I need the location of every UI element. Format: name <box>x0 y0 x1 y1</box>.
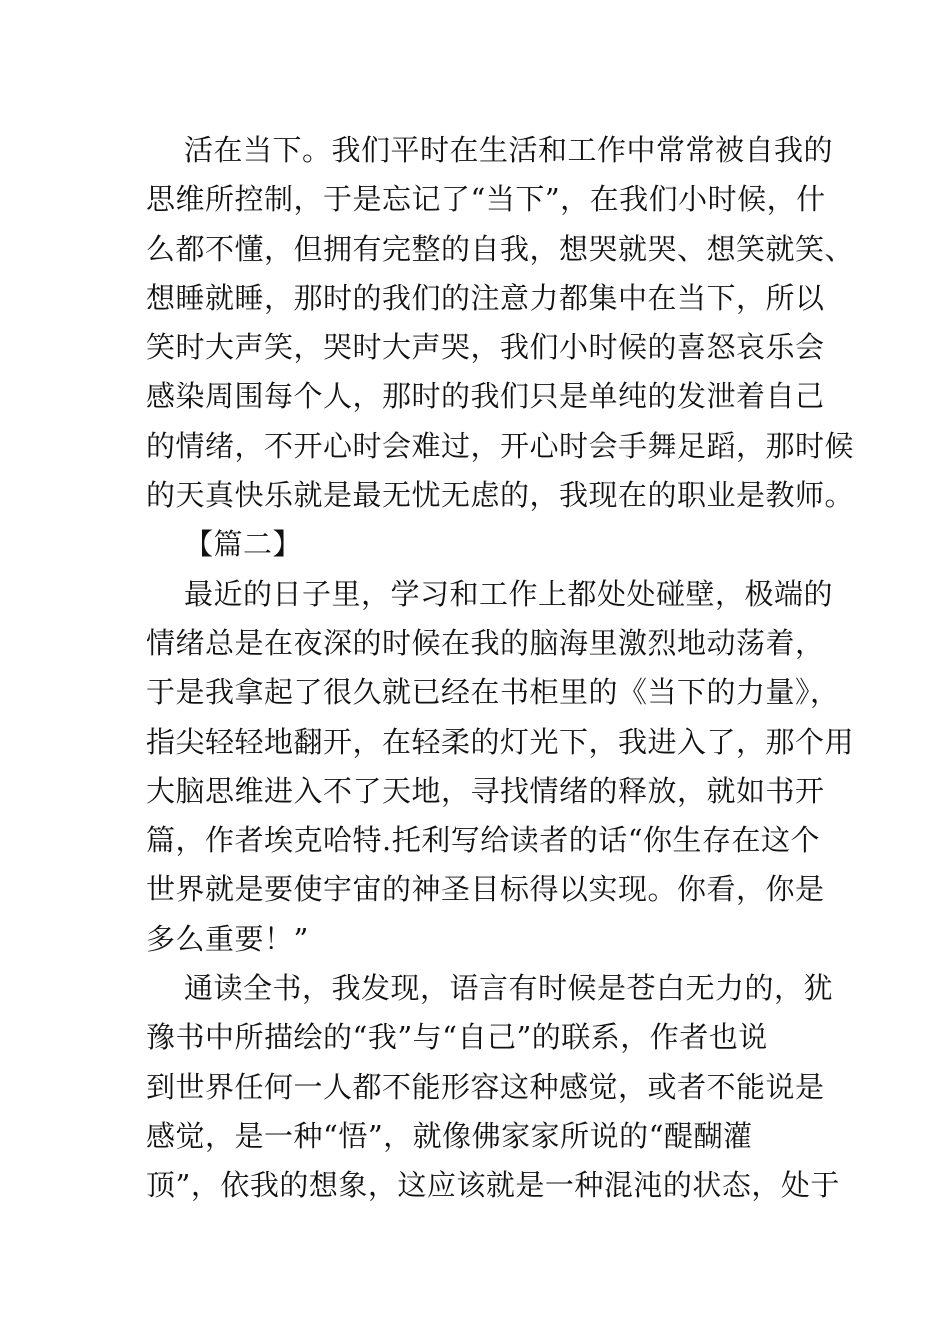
paragraph-line: 的情绪，不开心时会难过，开心时会手舞足蹈，那时候 <box>146 428 855 463</box>
paragraph-line: 么都不懂，但拥有完整的自我，想哭就哭、想笑就笑、 <box>146 231 855 266</box>
paragraph-line: 通读全书，我发现，语言有时候是苍白无力的，犹 <box>184 971 834 1006</box>
paragraph-line: 感觉，是一种“悟”，就像佛家家所说的“醍醐灌 <box>146 1118 753 1153</box>
paragraph-line: 最近的日子里，学习和工作上都处处碰壁，极端的 <box>184 576 834 611</box>
body-text <box>146 126 855 1211</box>
paragraph-line: 大脑思维进入不了天地，寻找情绪的释放，就如书开 <box>146 773 825 808</box>
paragraph-line: 豫书中所描绘的“我”与“自己”的联系，作者也说 <box>146 1020 768 1055</box>
paragraph-line: 世界就是要使宇宙的神圣目标得以实现。你看，你是 <box>146 872 825 907</box>
paragraph-line: 于是我拿起了很久就已经在书柜里的《当下的力量》， <box>146 675 840 710</box>
paragraph-line: 笑时大声笑，哭时大声哭，我们小时候的喜怒哀乐会 <box>146 330 825 365</box>
paragraph-line: 多么重要！” <box>146 921 309 956</box>
section-heading: 【篇二】 <box>184 527 303 562</box>
paragraph-line: 想睡就睡，那时的我们的注意力都集中在当下，所以 <box>146 280 825 315</box>
paragraph-line: 情绪总是在夜深的时候在我的脑海里激烈地动荡着， <box>146 625 825 660</box>
paragraph-line: 指尖轻轻地翻开，在轻柔的灯光下，我进入了，那个用 <box>146 724 855 759</box>
paragraph-line: 感染周围每个人，那时的我们只是单纯的发泄着自己 <box>146 379 825 414</box>
paragraph-line: 思维所控制，于是忘记了“当下”，在我们小时候，什 <box>146 182 826 217</box>
paragraph-line: 活在当下。我们平时在生活和工作中常常被自我的 <box>184 133 834 167</box>
paragraph-line: 篇，作者埃克哈特.托利写给读者的话“你生存在这个 <box>146 823 821 858</box>
paragraph-line: 到世界任何一人都不能形容这种感觉，或者不能说是 <box>146 1069 825 1104</box>
paragraph-line: 的天真快乐就是最无忧无虑的，我现在的职业是教师。 <box>146 478 855 513</box>
paragraph-line: 顶”，依我的想象，这应该就是一种混沌的状态，处于 <box>146 1168 840 1203</box>
